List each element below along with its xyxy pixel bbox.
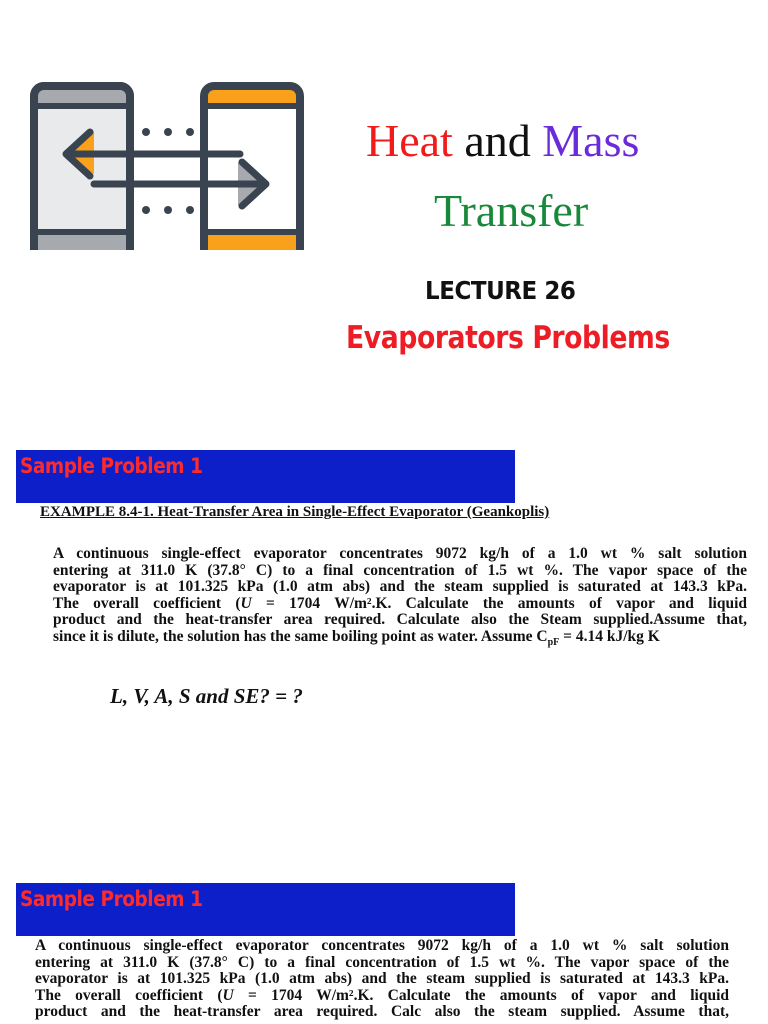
- title-word-transfer: Transfer: [434, 185, 589, 236]
- lecture-number: LECTURE 26: [425, 276, 576, 305]
- example-heading: EXAMPLE 8.4-1. Heat-Transfer Area in Single-Effect Evaporator (Geankoplis): [40, 504, 550, 520]
- section-banner-label: Sample Problem 1: [20, 454, 203, 478]
- problem-line: product and the heat-transfer area required. Calculate also the Steam supplied.Assume that,: [53, 611, 747, 629]
- lecture-subtitle: Evaporators Problems: [346, 320, 670, 356]
- section-banner: [16, 883, 515, 936]
- problem-line: product and the heat-transfer area required. Calc also the steam supplied. Assume that,: [35, 1003, 729, 1021]
- problem-line: A continuous single-effect evaporator concentrates 9072 kg/h of a 1.0 wt % salt solution: [53, 545, 747, 562]
- problem-line: entering at 311.0 K (37.8° C) to a final concentration of 1.5 wt %. The vapor space of the: [35, 953, 729, 971]
- problem-statement: [53, 546, 747, 652]
- title-line-1: [366, 115, 640, 166]
- problem-line: entering at 311.0 K (37.8° C) to a final concentration of 1.5 wt %. The vapor space of the: [53, 561, 747, 579]
- problem-line: since it is dilute, the solution has the same boiling point as water. Assume $C_{pF} = 4.14$ kJ/kg K: [53, 627, 660, 649]
- problem-line: The overall coefficient (U = 1704 W/m².K. Calculate the amounts of vapor and liquid: [53, 594, 748, 612]
- problem-line: evaporator is at 101.325 kPa (1.0 atm abs) and the steam supplied is saturated at 143.3 kPa.: [53, 578, 747, 596]
- problem-line: The overall coefficient (U = 1704 W/m².K. Calculate the amounts of vapor and liquid: [35, 986, 730, 1004]
- section-banner: [16, 450, 515, 503]
- title-word-heat: Heat: [366, 115, 453, 166]
- question-text: L, V, A, S and SE? = ?: [110, 684, 303, 708]
- section-banner-label: Sample Problem 1: [20, 887, 203, 911]
- phone-transfer-icon: [28, 82, 308, 250]
- problem-statement: [35, 938, 729, 1021]
- title-word-and: and: [464, 115, 531, 166]
- problem-line: evaporator is at 101.325 kPa (1.0 atm abs) and the steam supplied is saturated at 143.3 kPa.: [35, 970, 729, 988]
- title-word-mass: Mass: [542, 115, 640, 166]
- problem-line: A continuous single-effect evaporator concentrates 9072 kg/h of a 1.0 wt % salt solution: [35, 937, 729, 954]
